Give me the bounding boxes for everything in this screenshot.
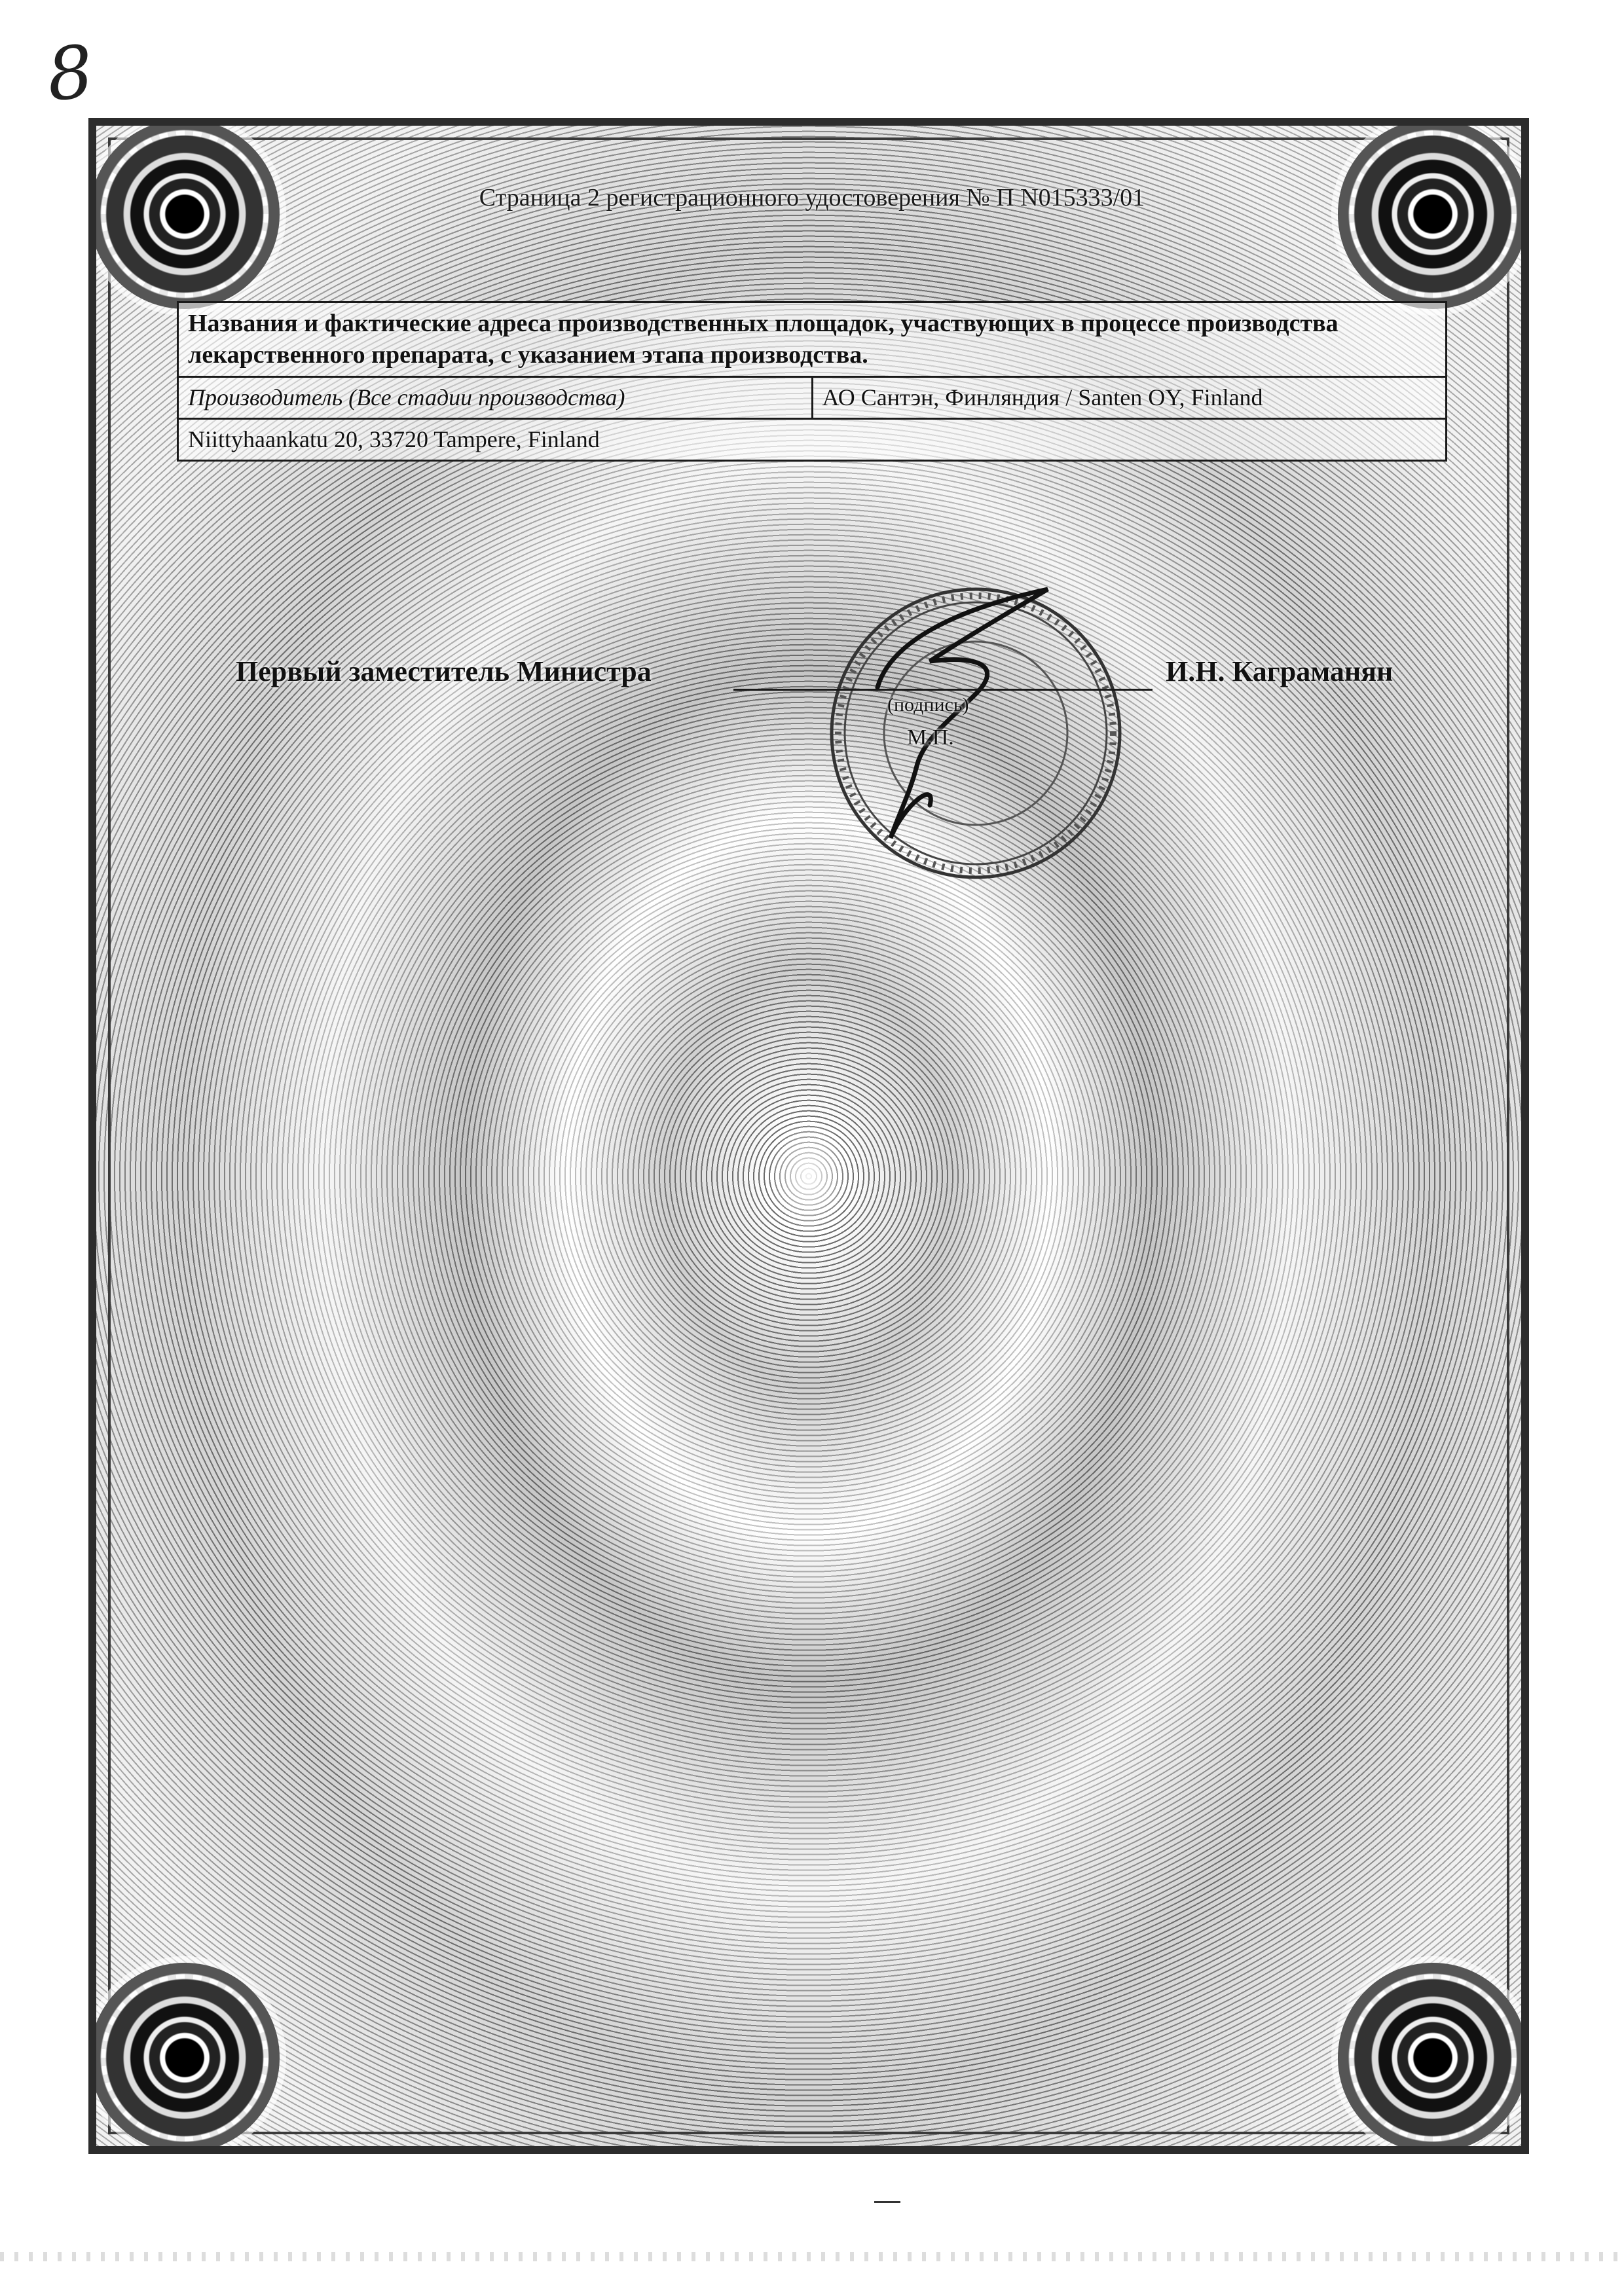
signature-block [0, 629, 1624, 851]
handwritten-signature [851, 583, 1087, 858]
producer-value: АО Сантэн, Финляндия / Santen OY, Finland [812, 377, 1447, 419]
scan-mark [874, 2201, 900, 2203]
rosette-ornament-icon [90, 119, 280, 309]
table-row [178, 419, 1447, 461]
rosette-ornament-icon [1338, 119, 1528, 309]
seal-place-label: М.П. [907, 725, 954, 750]
production-sites-table [177, 301, 1447, 462]
rosette-ornament-icon [1338, 1963, 1528, 2153]
table-row [178, 377, 1447, 419]
table-row [178, 302, 1447, 377]
rosette-ornament-icon [90, 1963, 280, 2153]
signatory-position: Первый заместитель Министра [236, 655, 652, 687]
handwritten-page-number: 8 [43, 29, 98, 118]
signature-line [733, 689, 1153, 691]
signatory-name: И.Н. Каграманян [1166, 655, 1393, 687]
table-title: Названия и фактические адреса производственных площадок, участвующих в процессе производства лекарственного препарата, с указанием этапа производства. [178, 302, 1447, 377]
producer-label: Производитель (Все стадии производства) [178, 377, 813, 419]
producer-address: Niittyhaankatu 20, 33720 Tampere, Finland [178, 419, 1447, 461]
signature-caption: (подпись) [887, 694, 969, 716]
page-header: Страница 2 регистрационного удостоверения № П N015333/01 [479, 184, 1145, 211]
scan-artifact [0, 2252, 1624, 2261]
